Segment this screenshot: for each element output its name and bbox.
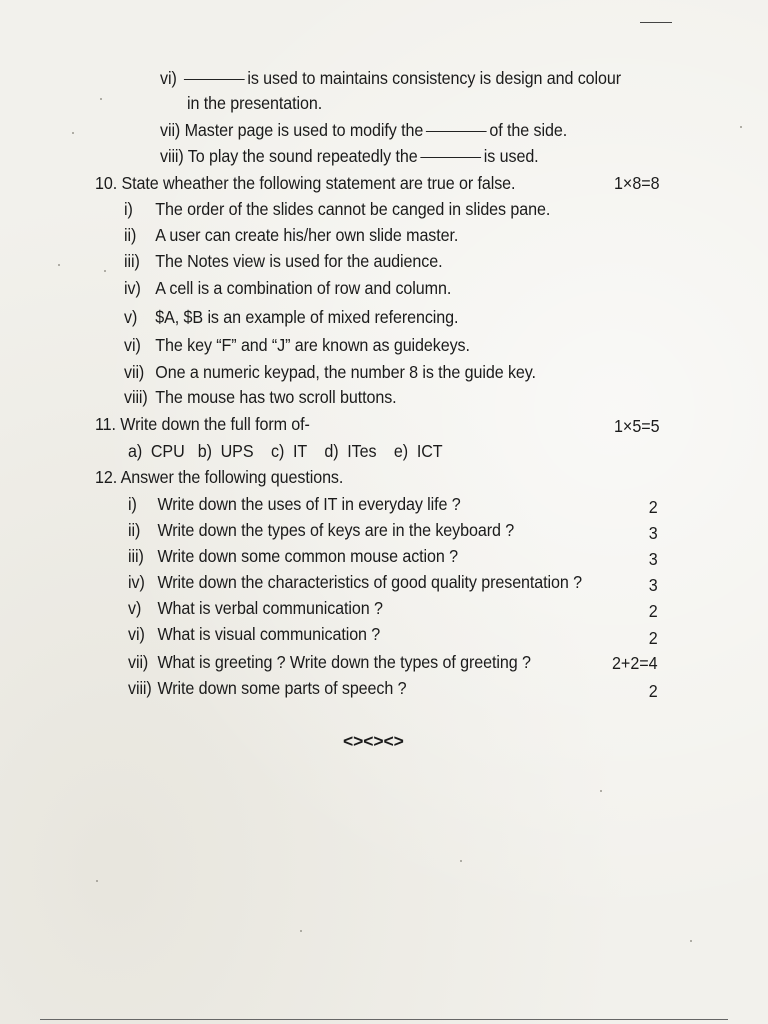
scan-speck <box>300 930 302 932</box>
scan-speck <box>460 860 462 862</box>
q10-marks: 1×8=8 <box>614 173 660 193</box>
q10-item <box>124 198 550 220</box>
q12-item-marks: 2+2=4 <box>612 653 658 673</box>
item-number: iv) <box>128 572 145 592</box>
q10-item <box>124 277 451 299</box>
scan-speck <box>100 98 102 100</box>
item-text: is used to maintains consistency is design and colour <box>247 68 622 88</box>
item-number: ii) <box>124 225 137 245</box>
item-number: i) <box>124 199 133 219</box>
fill-blank <box>420 157 481 158</box>
item-number: iv) <box>124 278 141 298</box>
item-text: What is verbal communication ? <box>157 598 383 618</box>
q12-item-marks: 3 <box>649 575 658 595</box>
item-text: Write down the types of keys are in the keyboard ? <box>157 520 515 540</box>
q12-item-marks: 2 <box>649 601 658 621</box>
q9-item-vi-continuation <box>187 92 322 114</box>
scan-speck <box>96 880 98 882</box>
q12-item <box>128 677 406 699</box>
end-of-paper-mark: <><><> <box>343 731 404 751</box>
q11-marks: 1×5=5 <box>614 416 660 436</box>
item-text: To play the sound repeatedly the <box>187 146 418 166</box>
q11-options: a) CPU b) UPS c) IT d) ITes e) ICT <box>128 441 443 461</box>
item-text: Master page is used to modify the <box>184 120 424 140</box>
item-number: ii) <box>128 520 141 540</box>
q12-heading <box>95 466 343 488</box>
question-number: 10. <box>95 173 118 193</box>
q9-item-viii <box>160 145 539 167</box>
fill-blank <box>426 131 487 132</box>
item-text: The mouse has two scroll buttons. <box>155 387 397 407</box>
q12-item <box>128 545 458 567</box>
q10-item <box>124 334 470 356</box>
item-number: vi) <box>160 68 177 88</box>
scan-speck <box>690 940 692 942</box>
q12-item <box>128 623 380 645</box>
item-text: The key “F” and “J” are known as guidekeys. <box>155 335 470 355</box>
q9-item-vi <box>160 67 621 89</box>
item-text: A user can create his/her own slide master. <box>155 225 459 245</box>
item-number: v) <box>124 307 138 327</box>
item-number: vii) <box>124 362 145 382</box>
bottom-edge-rule <box>40 1019 728 1020</box>
item-text: Write down the characteristics of good quality presentation ? <box>157 572 583 592</box>
fill-blank <box>184 79 245 80</box>
item-text: $A, $B is an example of mixed referencing. <box>155 307 459 327</box>
item-number: v) <box>128 598 142 618</box>
question-number: 12. <box>95 467 118 487</box>
item-text: Write down the uses of IT in everyday life ? <box>157 494 461 514</box>
top-right-rule <box>640 22 672 23</box>
question-text: Answer the following questions. <box>120 467 344 487</box>
q12-item <box>128 597 383 619</box>
item-number: vii) <box>160 120 181 140</box>
q9-item-vii <box>160 119 567 141</box>
q12-item <box>128 651 531 673</box>
item-text: One a numeric keypad, the number 8 is the guide key. <box>155 362 536 382</box>
item-number: i) <box>128 494 137 514</box>
item-text: The Notes view is used for the audience. <box>155 251 443 271</box>
scan-speck <box>104 270 106 272</box>
q10-item <box>124 361 536 383</box>
q10-item <box>124 386 397 408</box>
item-number: vii) <box>128 652 149 672</box>
item-text: is used. <box>483 146 539 166</box>
q12-item-marks: 3 <box>649 549 658 569</box>
scan-speck <box>600 790 602 792</box>
q12-item-marks: 3 <box>649 523 658 543</box>
item-text: Write down some parts of speech ? <box>157 678 407 698</box>
q12-item <box>128 519 514 541</box>
question-number: 11. <box>95 414 116 434</box>
scan-speck <box>58 264 60 266</box>
item-text: What is greeting ? Write down the types of greeting ? <box>157 652 531 672</box>
item-number: vi) <box>128 624 145 644</box>
item-number: iii) <box>128 546 144 566</box>
question-text: State wheather the following statement are true or false. <box>121 173 516 193</box>
q11-heading <box>95 413 310 435</box>
scan-speck <box>740 126 742 128</box>
item-text: of the side. <box>489 120 568 140</box>
item-text: Write down some common mouse action ? <box>157 546 458 566</box>
item-text: A cell is a combination of row and column. <box>155 278 452 298</box>
q12-item-marks: 2 <box>649 628 658 648</box>
item-number: viii) <box>124 387 148 407</box>
item-text: The order of the slides cannot be canged in slides pane. <box>155 199 551 219</box>
q10-item <box>124 306 458 328</box>
item-number: vi) <box>124 335 141 355</box>
q10-heading <box>95 172 515 194</box>
q12-item <box>128 493 461 515</box>
item-text: in the presentation. <box>187 93 323 113</box>
q10-item <box>124 250 442 272</box>
item-number: iii) <box>124 251 140 271</box>
question-text: Write down the full form of- <box>120 414 310 434</box>
q12-item <box>128 571 582 593</box>
scan-speck <box>72 132 74 134</box>
item-number: viii) <box>128 678 152 698</box>
q12-item-marks: 2 <box>649 681 658 701</box>
item-number: viii) <box>160 146 184 166</box>
q10-item <box>124 224 458 246</box>
item-text: What is visual communication ? <box>157 624 381 644</box>
q12-item-marks: 2 <box>649 497 658 517</box>
